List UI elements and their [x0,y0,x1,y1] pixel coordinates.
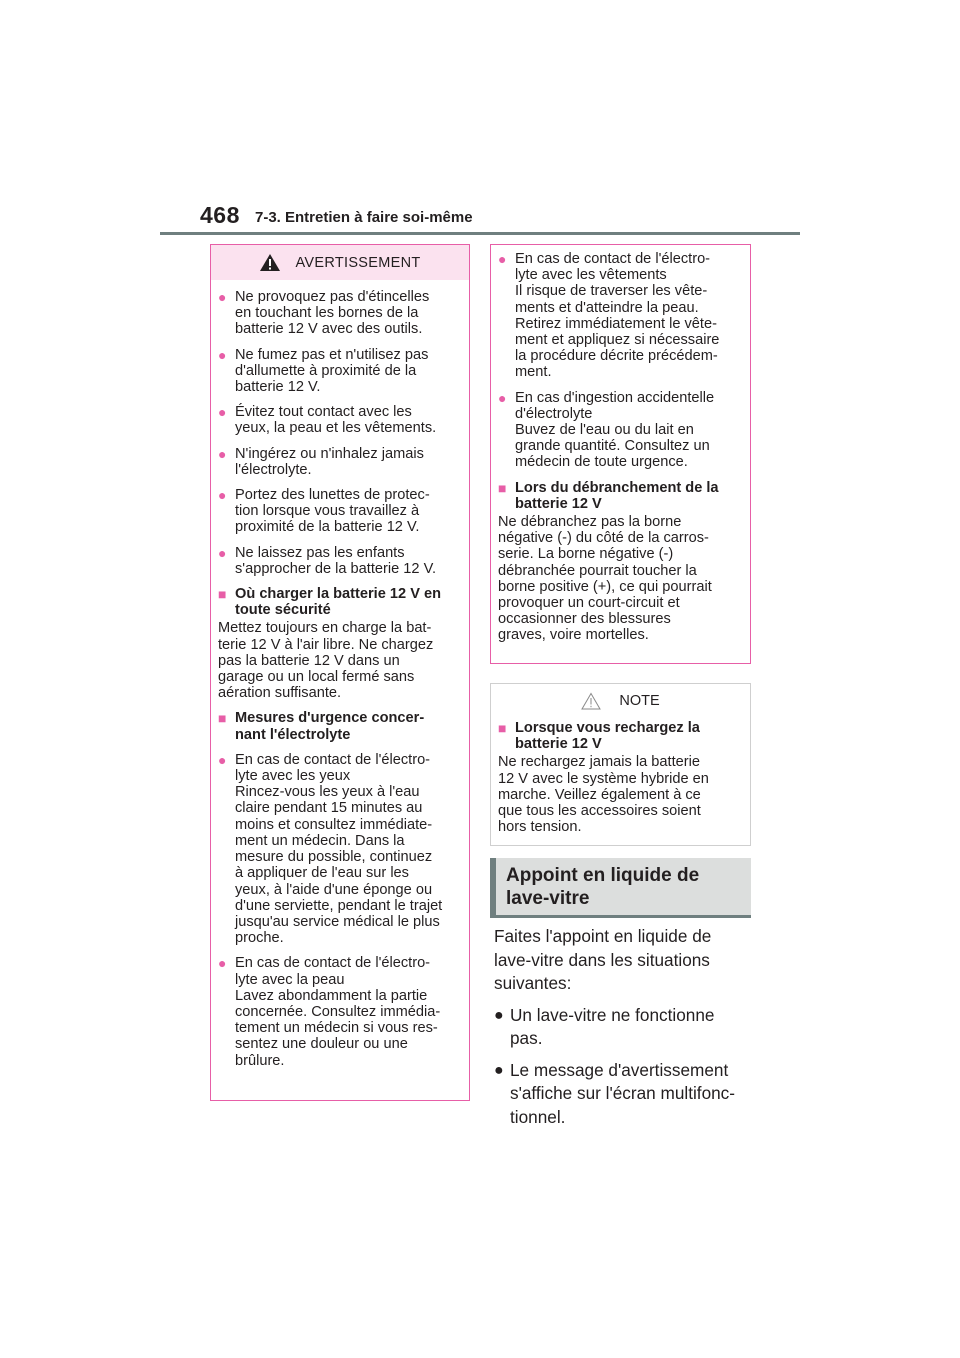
warning-box-left [210,244,470,1101]
pink-circle-bullet-icon: ● [218,751,227,768]
text-line: ment un médecin. Dans la [235,832,405,849]
text-line: proche. [235,930,284,947]
intro-paragraph [494,925,764,996]
text-line: N'ingérez ou n'inhalez jamais [235,445,424,462]
paragraph [498,514,740,644]
warning-content [211,289,469,1069]
text-line: s'approcher de la batterie 12 V. [235,560,437,577]
pink-circle-bullet-icon: ● [218,955,227,972]
text-line: En cas de contact de l'électro- [235,751,431,768]
text-line: yeux, la peau et les vêtements. [235,420,437,437]
text-line: grande quantité. Consultez un [515,438,710,455]
text-line: En cas d'ingestion accidentelle [515,389,715,406]
text-line: Ne laissez pas les enfants [235,544,405,561]
text-line: borne positive (+), ce qui pourrait [498,578,712,595]
note-title: NOTE [619,693,660,709]
text-line: l'électrolyte. [235,461,312,478]
text-line: serie. La borne négative (-) [498,546,674,563]
text-line: Rincez-vous les yeux à l'eau [235,784,420,801]
text-line: Il risque de traverser les vête- [515,283,708,300]
text-line: ment et appliquez si nécessaire [515,332,720,349]
pink-square-bullet-icon: ■ [498,720,507,736]
text-line: provoquer un court-circuit et [498,595,680,612]
header-rule [160,232,800,235]
pink-circle-bullet-icon: ● [218,346,227,363]
pink-circle-bullet-icon: ● [498,389,507,406]
text-line: Portez des lunettes de protec- [235,487,430,504]
text-line: mesure du possible, continuez [235,849,433,866]
text-line: tion lorsque vous travaillez à [235,503,420,520]
text-line: Lors du débranchement de la [515,479,719,496]
note-header [491,686,750,716]
text-line: s'affiche sur l'écran multifonc- [510,1083,735,1103]
pink-circle-bullet-icon: ● [498,251,507,267]
text-line: Où charger la batterie 12 V en [235,586,442,603]
text-line: occasionner des blessures [498,611,671,628]
text-line: d'allumette à proximité de la [235,362,417,379]
list-item [494,1059,764,1130]
text-line: proximité de la batterie 12 V. [235,519,420,536]
list-item [218,404,459,436]
text-line: Évitez tout contact avec les [235,404,412,421]
warning-title: AVERTISSEMENT [295,254,421,271]
text-line: lyte avec les yeux [235,768,351,785]
text-line: graves, voire mortelles. [498,627,649,644]
text-line: tement un médecin si vous res- [235,1020,438,1037]
list-item [218,752,459,946]
list-item [218,446,459,478]
text-line: En cas de contact de l'électro- [515,251,711,267]
text-line: Ne provoquez pas d'étincelles [235,289,430,305]
text-line: Retirez immédiatement le vête- [515,315,717,332]
warning-triangle-icon [259,253,281,272]
note-box [490,683,751,846]
text-line: aération suffisante. [218,685,342,702]
text-line: 12 V avec le système hybride en [498,770,709,787]
list-item [218,347,459,396]
list-item [494,1004,764,1051]
section-heading [490,858,751,918]
warning-header [211,245,469,280]
warning-box-right [490,244,751,664]
list-item [498,251,740,381]
list-item [498,390,740,471]
text-line: yeux, à l'aide d'une éponge ou [235,881,433,898]
text-line: lyte avec la peau [235,971,345,988]
text-line: En cas de contact de l'électro- [235,955,431,972]
paragraph [498,754,740,835]
text-line: Faites l'appoint en liquide de [494,926,712,946]
text-line: Ne débranchez pas la borne [498,514,682,531]
text-line: pas la batterie 12 V dans un [218,652,400,669]
text-line: nant l'électrolyte [235,726,351,743]
text-line: Ne fumez pas et n'utilisez pas [235,346,429,363]
pink-circle-bullet-icon: ● [218,289,227,305]
text-line: marche. Veillez également à ce [498,786,701,803]
text-line: à appliquer de l'eau sur les [235,865,409,882]
text-line: d'une serviette, pendant le trajet [235,897,443,914]
subsection-heading [498,480,740,512]
text-line: concernée. Consultez immédia- [235,1003,441,1020]
subsection-heading [498,720,740,752]
text-line: la procédure décrite précédem- [515,348,718,365]
text-line: garage ou un local fermé sans [218,669,415,686]
text-line: Ne rechargez jamais la batterie [498,754,700,771]
list-item [218,545,459,577]
black-circle-bullet-icon: ● [494,1061,504,1079]
text-line: en touchant les bornes de la [235,305,419,322]
text-line: que tous les accessoires soient [498,803,701,820]
text-line: débranchée pourrait toucher la [498,562,697,579]
text-line: ment. [515,364,552,381]
pink-square-bullet-icon: ■ [498,479,507,496]
text-line: ments et d'atteindre la peau. [515,299,699,316]
subsection-heading [218,586,459,618]
text-line: batterie 12 V [515,495,602,512]
text-line: Le message d'avertissement [510,1059,729,1080]
black-circle-bullet-icon: ● [494,1006,504,1024]
text-line: brûlure. [235,1052,285,1069]
section-title: 7-3. Entretien à faire soi-même [255,209,473,226]
pink-square-bullet-icon: ■ [218,586,227,603]
text-line: médecin de toute urgence. [515,454,688,471]
subsection-heading [218,710,459,742]
list-item [218,955,459,1068]
text-line: Mesures d'urgence concer- [235,710,425,727]
text-line: toute sécurité [235,602,331,619]
text-line: Mettez toujours en charge la bat- [218,620,432,637]
pink-circle-bullet-icon: ● [218,445,227,462]
text-line: jusqu'au service médical le plus [235,913,440,930]
text-line: batterie 12 V avec des outils. [235,321,423,338]
note-content [491,720,750,835]
paragraph [218,620,459,701]
text-line: moins et consultez immédiate- [235,816,433,833]
text-line: Lorsque vous rechargez la [515,720,700,736]
list-item [218,487,459,536]
text-line: batterie 12 V. [235,379,321,396]
list-item [218,289,459,338]
text-line: claire pendant 15 minutes au [235,800,423,817]
text-line: négative (-) du côté de la carros- [498,530,709,547]
heading-text [506,864,699,910]
text-line: lyte avec les vêtements [515,267,667,284]
text-line: tionnel. [510,1106,566,1127]
text-line: batterie 12 V [515,736,602,753]
caution-outline-icon [581,692,601,710]
page-number: 468 [200,202,240,228]
text-line: Buvez de l'eau ou du lait en [515,422,694,439]
text-line: lave-vitre dans les situations [494,949,710,970]
body-text [494,925,764,1129]
text-line: pas. [510,1028,543,1048]
pink-circle-bullet-icon: ● [218,404,227,421]
pink-circle-bullet-icon: ● [218,487,227,504]
text-line: Lavez abondamment la partie [235,987,428,1004]
text-line: terie 12 V à l'air libre. Ne chargez [218,636,434,653]
text-line: suivantes: [494,973,572,993]
pink-circle-bullet-icon: ● [218,544,227,561]
text-line: d'électrolyte [515,405,593,422]
pink-square-bullet-icon: ■ [218,710,227,727]
heading-line: Appoint en liquide de [506,865,700,886]
heading-bar [490,858,496,915]
text-line: Un lave-vitre ne fonctionne [510,1004,715,1025]
text-line: hors tension. [498,819,582,836]
heading-line: lave-vitre [506,888,590,909]
warning-content [491,251,750,644]
text-line: sentez une douleur ou une [235,1036,408,1053]
